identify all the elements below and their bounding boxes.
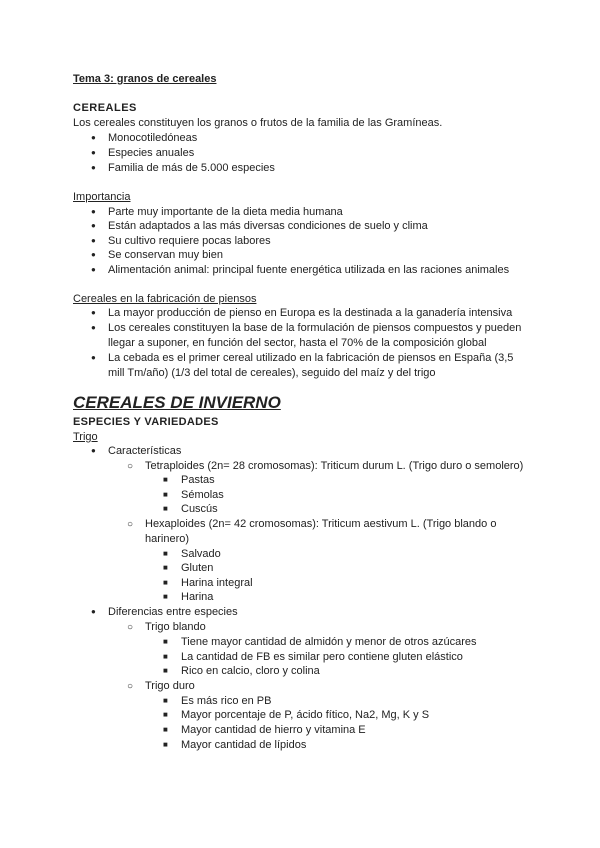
list-item: Trigo duro — [145, 680, 195, 692]
list-item: Rico en calcio, cloro y colina — [181, 665, 320, 677]
bullet-icon — [91, 351, 96, 366]
square-bullet-icon — [163, 723, 168, 738]
list-item: Mayor cantidad de hierro y vitamina E — [181, 724, 366, 736]
square-bullet-icon — [163, 738, 168, 753]
list-item: Gluten — [181, 562, 214, 574]
list-item-continued: llegar a suponer, en función del sector, hasta el 70% de la composición global — [108, 337, 487, 349]
bullet-icon — [91, 234, 96, 249]
square-bullet-icon — [163, 635, 168, 650]
list-item: Harina — [181, 591, 214, 603]
list-item: Mayor cantidad de lípidos — [181, 739, 307, 751]
circle-bullet-icon — [127, 620, 133, 635]
square-bullet-icon — [163, 576, 168, 591]
bullet-icon — [91, 321, 96, 336]
square-bullet-icon — [163, 547, 168, 562]
subheading-trigo: Trigo — [73, 431, 98, 443]
list-item: La cantidad de FB es similar pero contiene gluten elástico — [181, 651, 463, 663]
bullet-icon — [91, 146, 96, 161]
list-item: Sémolas — [181, 489, 224, 501]
list-item: Cuscús — [181, 503, 218, 515]
list-item: Alimentación animal: principal fuente energética utilizada en las raciones animales — [108, 264, 510, 276]
bullet-icon — [91, 605, 96, 620]
square-bullet-icon — [163, 561, 168, 576]
page-title: Tema 3: granos de cereales — [73, 73, 217, 85]
bullet-icon — [91, 444, 96, 459]
list-item: Es más rico en PB — [181, 695, 272, 707]
list-item: Monocotiledóneas — [108, 132, 198, 144]
bullet-icon — [91, 219, 96, 234]
list-item: Parte muy importante de la dieta media humana — [108, 206, 343, 218]
list-item: Hexaploides (2n= 42 cromosomas): Triticum aestivum L. (Trigo blando o — [145, 518, 497, 530]
list-item: Harina integral — [181, 577, 253, 589]
list-item: Diferencias entre especies — [108, 606, 238, 618]
bullet-icon — [91, 248, 96, 263]
bullet-icon — [91, 205, 96, 220]
list-item-continued: mill Tm/año) (1/3 del total de cereales), seguido del maíz y del trigo — [108, 367, 436, 379]
square-bullet-icon — [163, 650, 168, 665]
square-bullet-icon — [163, 502, 168, 517]
section-heading-cereales: CEREALES — [73, 102, 137, 114]
bullet-icon — [91, 131, 96, 146]
list-item: Especies anuales — [108, 147, 195, 159]
list-item: Tiene mayor cantidad de almidón y menor de otros azúcares — [181, 636, 477, 648]
bullet-icon — [91, 161, 96, 176]
list-item: Los cereales constituyen la base de la formulación de piensos compuestos y pueden — [108, 322, 522, 334]
list-item: Mayor porcentaje de P, ácido fítico, Na2, Mg, K y S — [181, 709, 430, 721]
list-item: Pastas — [181, 474, 215, 486]
list-item: Salvado — [181, 548, 221, 560]
square-bullet-icon — [163, 708, 168, 723]
square-bullet-icon — [163, 473, 168, 488]
list-item: Características — [108, 445, 182, 457]
list-item: Familia de más de 5.000 especies — [108, 162, 275, 174]
square-bullet-icon — [163, 488, 168, 503]
circle-bullet-icon — [127, 459, 133, 474]
bullet-icon — [91, 263, 96, 278]
circle-bullet-icon — [127, 679, 133, 694]
list-item: Trigo blando — [145, 621, 206, 633]
square-bullet-icon — [163, 694, 168, 709]
list-item: Están adaptados a las más diversas condiciones de suelo y clima — [108, 220, 428, 232]
paragraph: Los cereales constituyen los granos o frutos de la familia de las Gramíneas. — [73, 117, 443, 129]
list-item: Se conservan muy bien — [108, 249, 223, 261]
square-bullet-icon — [163, 664, 168, 679]
square-bullet-icon — [163, 590, 168, 605]
section-heading-piensos: Cereales en la fabricación de piensos — [73, 293, 257, 305]
list-item-continued: harinero) — [145, 533, 190, 545]
list-item: Su cultivo requiere pocas labores — [108, 235, 271, 247]
list-item: Tetraploides (2n= 28 cromosomas): Triticum durum L. (Trigo duro o semolero) — [145, 460, 524, 472]
circle-bullet-icon — [127, 517, 133, 532]
section-heading-importancia: Importancia — [73, 191, 131, 203]
list-item: La cebada es el primer cereal utilizado en la fabricación de piensos en España (3,5 — [108, 352, 514, 364]
list-item: La mayor producción de pienso en Europa es la destinada a la ganadería intensiva — [108, 307, 513, 319]
subheading-especies: ESPECIES Y VARIEDADES — [73, 416, 219, 428]
section-heading-invierno: CEREALES DE INVIERNO — [73, 393, 281, 412]
bullet-icon — [91, 306, 96, 321]
